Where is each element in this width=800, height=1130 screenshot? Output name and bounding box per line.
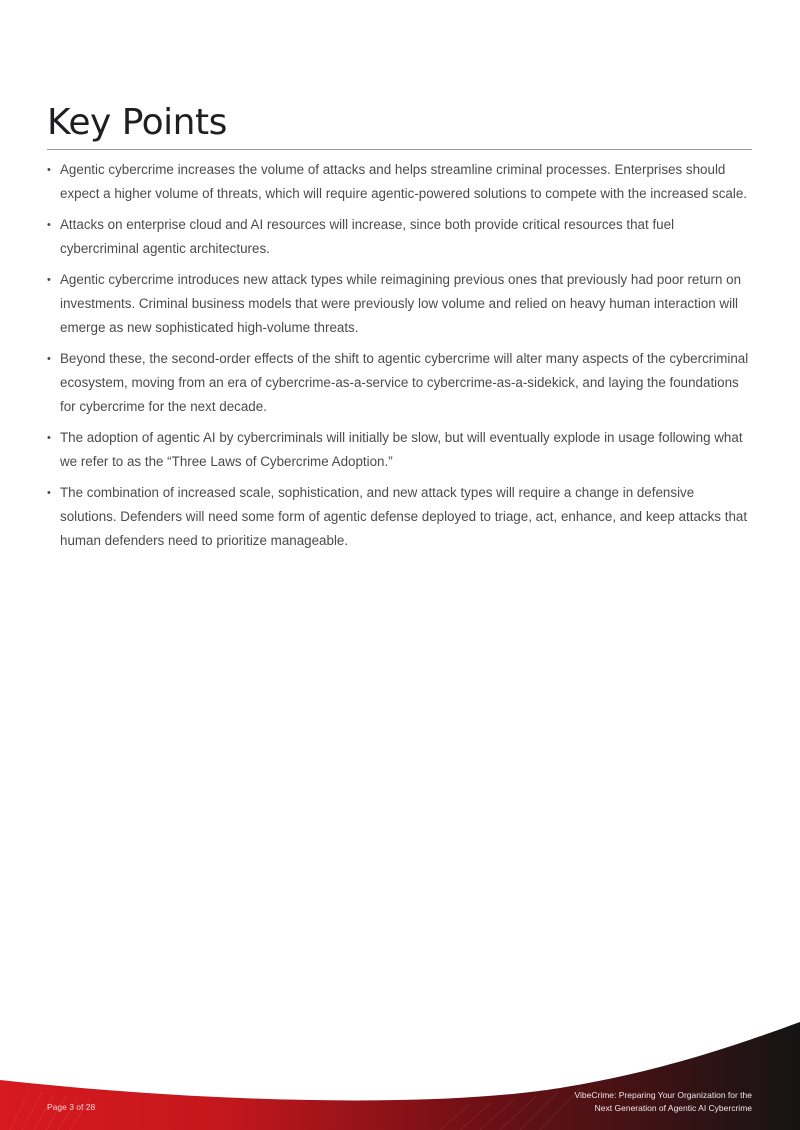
key-point-text: The combination of increased scale, sophistication, and new attack types will require a change in defensive solutions. Defenders will need some form of agentic defense deployed to triage, act, enhance, and keep attacks that human defenders need to prioritize manageable. [60, 485, 748, 548]
list-item [47, 481, 753, 553]
document-title-line: VibeCrime: Preparing Your Organization for the [574, 1090, 752, 1100]
key-point-text: Agentic cybercrime introduces new attack types while reimagining previous ones that previously had poor return on investments. Criminal business models that were previously low volume and relied on heavy human interaction will emerge as new sophisticated high-volume threats. [60, 272, 742, 335]
document-title [575, 1089, 753, 1115]
page-title: Key Points [47, 102, 227, 143]
document-title-line: Next Generation of Agentic AI Cybercrime [594, 1103, 752, 1113]
key-point-text: Beyond these, the second-order effects of the shift to agentic cybercrime will alter many aspects of the cybercriminal ecosystem, moving from an era of cybercrime-as-a-service to cybercrime-as-a-sidekick, and laying the foundations for cybercrime for the next decade. [60, 351, 749, 414]
list-item [47, 347, 753, 419]
key-point-text: The adoption of agentic AI by cybercriminals will initially be slow, but will eventually explode in usage following what we refer to as the “Three Laws of Cybercrime Adoption.” [60, 430, 743, 469]
key-points-list [47, 158, 753, 560]
bullet-icon: • [47, 219, 51, 231]
list-item [47, 158, 753, 206]
bullet-icon: • [47, 487, 51, 499]
bullet-icon: • [47, 432, 51, 444]
list-item [47, 213, 753, 261]
key-point-text: Agentic cybercrime increases the volume of attacks and helps streamline criminal processes. Enterprises should expect a higher volume of threats, which will require agentic-powered solutions to compete with the increased scale. [60, 162, 748, 201]
page-number: Page 3 of 28 [47, 1102, 96, 1112]
bullet-icon: • [47, 274, 51, 286]
key-point-text: Attacks on enterprise cloud and AI resources will increase, since both provide critical resources that fuel cybercriminal agentic architectures. [60, 217, 675, 256]
title-divider [47, 149, 752, 150]
bullet-icon: • [47, 353, 51, 365]
list-item [47, 268, 753, 340]
list-item [47, 426, 753, 474]
bullet-icon: • [47, 164, 51, 176]
